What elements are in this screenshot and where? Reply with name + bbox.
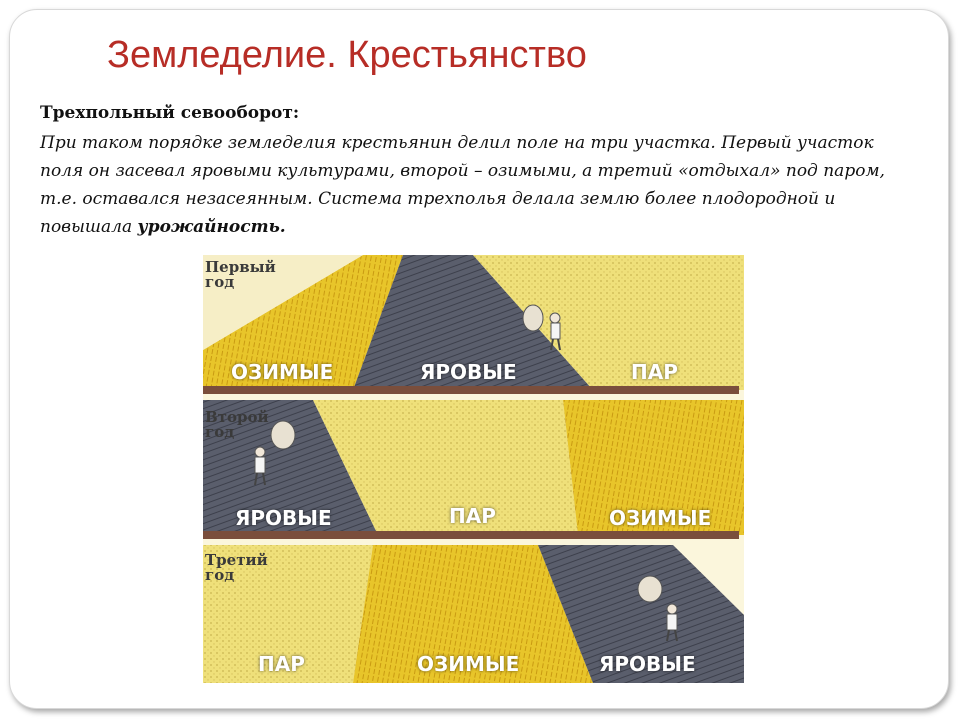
year-2-field-label-3: ОЗИМЫЕ [609,506,712,530]
year-3-field-label-3: ЯРОВЫЕ [599,652,696,676]
year-3-field-label-2: ОЗИМЫЕ [417,652,520,676]
year-1-field-label-1: ОЗИМЫЕ [231,360,334,384]
year-1-field-label-3: ПАР [631,360,678,384]
description-text: При таком порядке земледелия крестьянин делил поле на три участка. Первый участок поля он засевал яровыми культурами, второй – озимыми, а третий «отдыхал» под паром, т.е. оставался незасеянным. Система трехполья делала землю более плодородной и повышала [40,133,885,237]
slide-title: Земледелие. Крестьянство [107,34,587,76]
crop-rotation-illustration [203,255,744,683]
year-1-ground-bar [203,386,739,394]
year-3-field-label-1: ПАР [258,652,305,676]
year-1-field-label-2: ЯРОВЫЕ [420,360,517,384]
year-3-label: Третий год [205,551,268,584]
illustration-canvas [203,255,744,683]
section-heading: Трехпольный севооборот: [40,103,300,123]
year-2-label: Второй год [205,408,269,441]
description-emphasis: урожайность. [137,217,286,237]
year-2-field-label-1: ЯРОВЫЕ [235,506,332,530]
year-2-field-label-2: ПАР [449,504,496,528]
description-paragraph [40,129,920,241]
year-2-ground-bar [203,531,739,539]
year-1-label: Первый год [205,258,276,291]
